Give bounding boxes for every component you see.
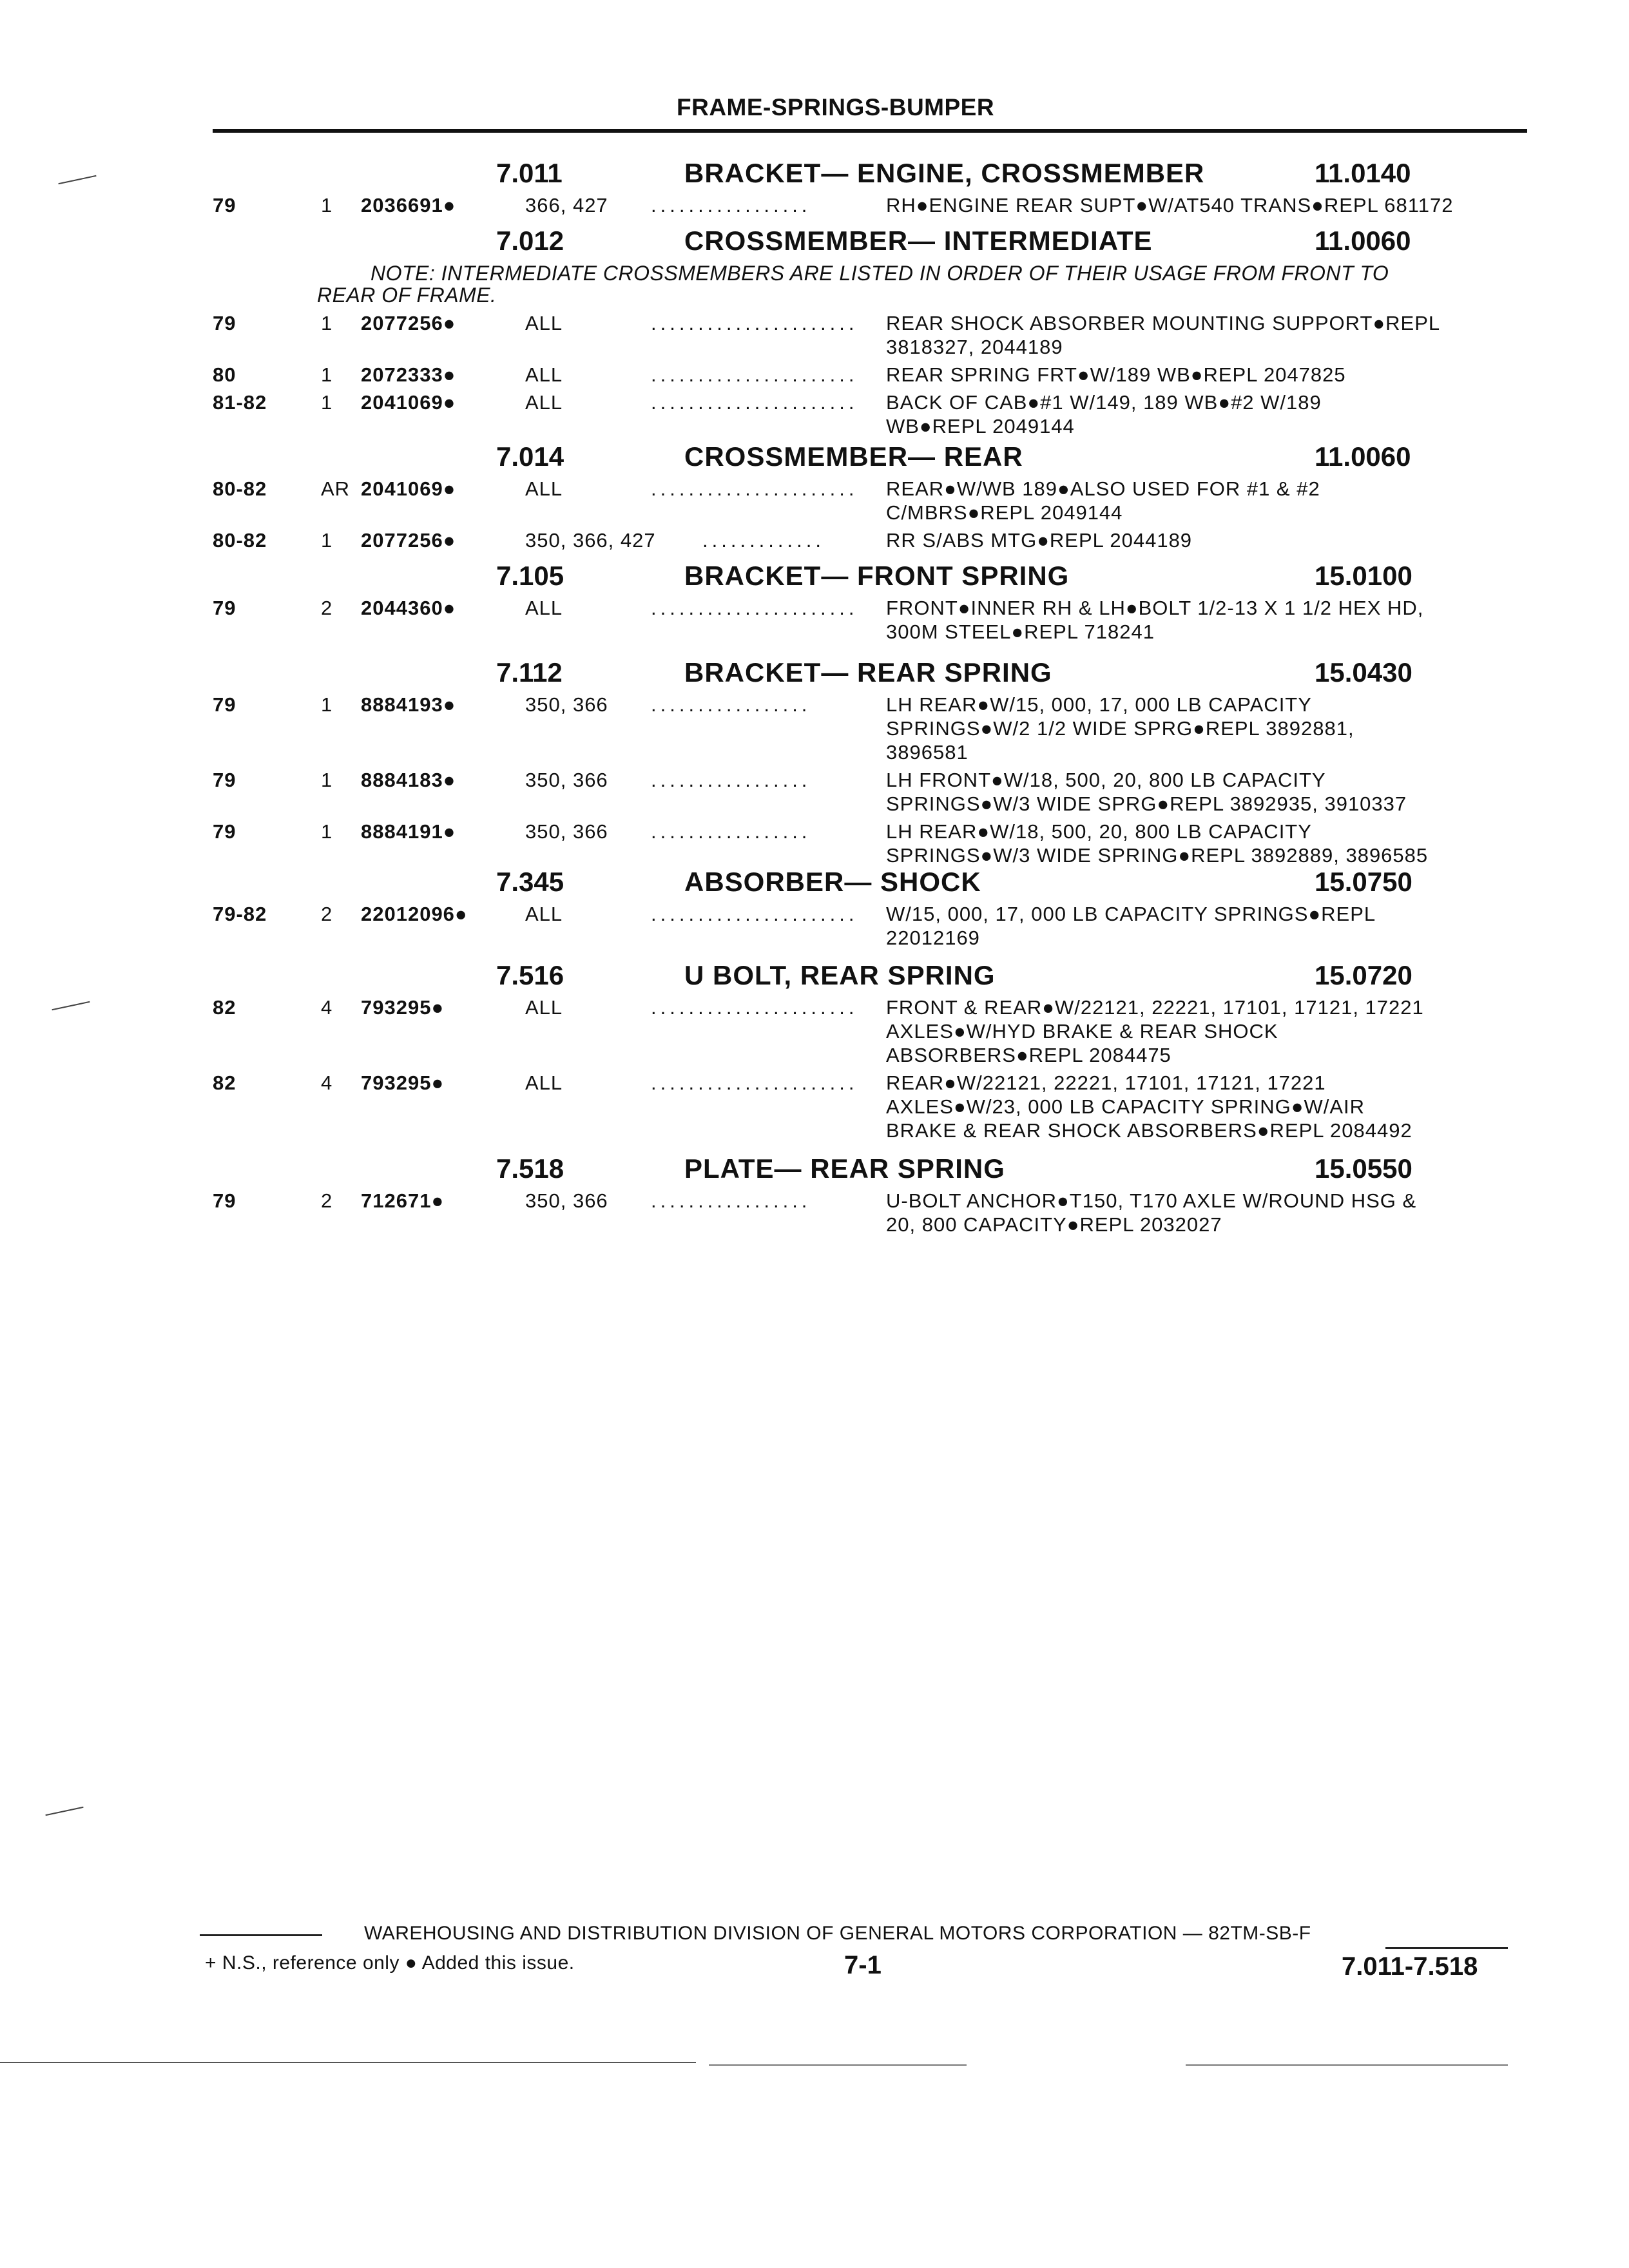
section-code: 11.0060 (1315, 441, 1411, 472)
row-year: 79-82 (213, 903, 267, 925)
row-description-line: SPRINGS●W/3 WIDE SPRG●REPL 3892935, 3910337 (886, 793, 1407, 815)
row-description-line: 300M STEEL●REPL 718241 (886, 620, 1155, 643)
section-title: ABSORBER— SHOCK (684, 867, 981, 897)
row-engine: ALL (525, 477, 563, 500)
row-engine: ALL (525, 1072, 563, 1094)
row-description-line: LH REAR●W/18, 500, 20, 800 LB CAPACITY (886, 820, 1312, 843)
footer-rule-right (1385, 1947, 1508, 1949)
section-code: 11.0060 (1315, 226, 1411, 256)
section-title: BRACKET— REAR SPRING (684, 657, 1052, 687)
row-leader-dots: ................. (651, 769, 811, 791)
section-title: BRACKET— FRONT SPRING (684, 561, 1070, 591)
row-description-line: FRONT & REAR●W/22121, 22221, 17101, 17121, 17221 (886, 996, 1424, 1019)
section-code: 15.0750 (1315, 867, 1412, 897)
row-engine: ALL (525, 312, 563, 334)
row-year: 79 (213, 820, 236, 843)
row-engine: 366, 427 (525, 194, 608, 216)
row-year: 79 (213, 312, 236, 334)
section-number: 7.112 (496, 657, 563, 687)
row-leader-dots: ................. (651, 820, 811, 843)
section-note-line: NOTE: INTERMEDIATE CROSSMEMBERS ARE LISTED IN ORDER OF THEIR USAGE FROM FRONT TO (371, 262, 1389, 285)
row-description-line: AXLES●W/23, 000 LB CAPACITY SPRING●W/AIR (886, 1095, 1365, 1118)
row-description-line: LH REAR●W/15, 000, 17, 000 LB CAPACITY (886, 693, 1312, 716)
section-code: 15.0430 (1315, 657, 1412, 687)
row-year: 80-82 (213, 529, 267, 552)
scan-mark (58, 175, 96, 184)
row-leader-dots: ...................... (651, 477, 858, 500)
row-leader-dots: ................. (651, 693, 811, 716)
row-engine: ALL (525, 903, 563, 925)
row-description-line: FRONT●INNER RH & LH●BOLT 1/2-13 X 1 1/2 HEX HD, (886, 597, 1424, 619)
row-description-line: REAR●W/22121, 22221, 17101, 17121, 17221 (886, 1072, 1326, 1094)
row-description-line: 20, 800 CAPACITY●REPL 2032027 (886, 1213, 1222, 1236)
row-quantity: 2 (321, 903, 333, 925)
row-year: 80-82 (213, 477, 267, 500)
row-engine: 350, 366 (525, 693, 608, 716)
row-quantity: 4 (321, 1072, 333, 1094)
row-engine: 350, 366 (525, 820, 608, 843)
section-code: 15.0550 (1315, 1153, 1412, 1184)
section-code: 15.0100 (1315, 561, 1412, 591)
row-description-line: REAR SPRING FRT●W/189 WB●REPL 2047825 (886, 363, 1346, 386)
row-quantity: 1 (321, 820, 333, 843)
scan-mark (45, 1807, 83, 1816)
row-quantity: AR (321, 477, 351, 500)
row-part-number: 712671● (361, 1189, 445, 1212)
row-engine: 350, 366 (525, 769, 608, 791)
row-quantity: 2 (321, 597, 333, 619)
row-quantity: 1 (321, 769, 333, 791)
row-description-line: 3818327, 2044189 (886, 336, 1063, 358)
row-description-line: C/MBRS●REPL 2049144 (886, 501, 1123, 524)
row-engine: ALL (525, 597, 563, 619)
row-description-line: 22012169 (886, 927, 980, 949)
row-description-line: U-BOLT ANCHOR●T150, T170 AXLE W/ROUND HSG & (886, 1189, 1417, 1212)
row-description-line: RR S/ABS MTG●REPL 2044189 (886, 529, 1193, 552)
row-quantity: 2 (321, 1189, 333, 1212)
section-number: 7.345 (496, 867, 564, 897)
section-title: PLATE— REAR SPRING (684, 1153, 1005, 1184)
row-description-line: BACK OF CAB●#1 W/149, 189 WB●#2 W/189 (886, 391, 1322, 414)
row-quantity: 1 (321, 363, 333, 386)
section-number: 7.012 (496, 226, 564, 256)
row-quantity: 1 (321, 391, 333, 414)
scan-mark (52, 1001, 90, 1010)
section-number: 7.011 (496, 158, 563, 188)
section-number: 7.105 (496, 561, 564, 591)
row-engine: 350, 366 (525, 1189, 608, 1212)
row-description-line: BRAKE & REAR SHOCK ABSORBERS●REPL 2084492 (886, 1119, 1412, 1142)
row-quantity: 1 (321, 312, 333, 334)
row-part-number: 8884191● (361, 820, 456, 843)
row-part-number: 2077256● (361, 312, 456, 334)
row-year: 80 (213, 363, 236, 386)
row-leader-dots: ................. (651, 1189, 811, 1212)
section-title: CROSSMEMBER— REAR (684, 441, 1023, 472)
row-year: 79 (213, 1189, 236, 1212)
scan-line (1186, 2064, 1508, 2066)
row-quantity: 1 (321, 693, 333, 716)
row-description-line: ABSORBERS●REPL 2084475 (886, 1044, 1171, 1066)
row-leader-dots: ...................... (651, 597, 858, 619)
scan-line (0, 2062, 696, 2063)
footer-legend: + N.S., reference only ● Added this issue. (205, 1952, 575, 1974)
row-description-line: SPRINGS●W/3 WIDE SPRING●REPL 3892889, 3896585 (886, 844, 1429, 867)
section-title: CROSSMEMBER— INTERMEDIATE (684, 226, 1153, 256)
row-engine: ALL (525, 363, 563, 386)
section-title: BRACKET— ENGINE, CROSSMEMBER (684, 158, 1205, 188)
row-engine: ALL (525, 391, 563, 414)
row-part-number: 2072333● (361, 363, 456, 386)
row-description-line: LH FRONT●W/18, 500, 20, 800 LB CAPACITY (886, 769, 1326, 791)
row-year: 81-82 (213, 391, 267, 414)
footer-division: WAREHOUSING AND DISTRIBUTION DIVISION OF GENERAL MOTORS CORPORATION — 82TM-SB-F (364, 1923, 1311, 1944)
row-description-line: W/15, 000, 17, 000 LB CAPACITY SPRINGS●REPL (886, 903, 1376, 925)
row-year: 82 (213, 996, 236, 1019)
row-description-line: 3896581 (886, 741, 969, 764)
section-number: 7.014 (496, 441, 564, 472)
row-description-line: WB●REPL 2049144 (886, 415, 1075, 437)
row-part-number: 2044360● (361, 597, 456, 619)
row-quantity: 4 (321, 996, 333, 1019)
row-leader-dots: ...................... (651, 391, 858, 414)
row-part-number: 8884193● (361, 693, 456, 716)
section-title: U BOLT, REAR SPRING (684, 960, 996, 990)
row-engine: ALL (525, 996, 563, 1019)
row-part-number: 2036691● (361, 194, 456, 216)
row-leader-dots: ...................... (651, 996, 858, 1019)
row-year: 79 (213, 693, 236, 716)
footer-rule-left (200, 1934, 322, 1936)
row-part-number: 8884183● (361, 769, 456, 791)
row-year: 79 (213, 597, 236, 619)
row-leader-dots: ................. (651, 194, 811, 216)
row-part-number: 793295● (361, 996, 445, 1019)
row-year: 79 (213, 194, 236, 216)
row-leader-dots: ...................... (651, 1072, 858, 1094)
section-number: 7.518 (496, 1153, 564, 1184)
row-engine: 350, 366, 427 (525, 529, 656, 552)
row-leader-dots: ...................... (651, 903, 858, 925)
footer-section-range: 7.011-7.518 (1342, 1952, 1478, 1981)
row-leader-dots: ...................... (651, 363, 858, 386)
row-part-number: 2041069● (361, 391, 456, 414)
section-code: 11.0140 (1315, 158, 1411, 188)
header-rule (213, 129, 1527, 133)
section-code: 15.0720 (1315, 960, 1412, 990)
row-part-number: 2077256● (361, 529, 456, 552)
row-part-number: 2041069● (361, 477, 456, 500)
row-year: 79 (213, 769, 236, 791)
row-leader-dots: ...................... (651, 312, 858, 334)
scan-line (709, 2064, 967, 2066)
footer-page-number: 7-1 (844, 1951, 882, 1979)
row-quantity: 1 (321, 194, 333, 216)
section-note-line: REAR OF FRAME. (317, 284, 497, 307)
row-description-line: AXLES●W/HYD BRAKE & REAR SHOCK (886, 1020, 1278, 1043)
row-description-line: RH●ENGINE REAR SUPT●W/AT540 TRANS●REPL 681172 (886, 194, 1454, 216)
row-description-line: SPRINGS●W/2 1/2 WIDE SPRG●REPL 3892881, (886, 717, 1354, 740)
row-year: 82 (213, 1072, 236, 1094)
row-leader-dots: ............. (702, 529, 825, 552)
row-description-line: REAR●W/WB 189●ALSO USED FOR #1 & #2 (886, 477, 1320, 500)
row-description-line: REAR SHOCK ABSORBER MOUNTING SUPPORT●REPL (886, 312, 1441, 334)
row-part-number: 793295● (361, 1072, 445, 1094)
page-header-title: FRAME-SPRINGS-BUMPER (677, 94, 995, 120)
row-part-number: 22012096● (361, 903, 468, 925)
row-quantity: 1 (321, 529, 333, 552)
section-number: 7.516 (496, 960, 564, 990)
